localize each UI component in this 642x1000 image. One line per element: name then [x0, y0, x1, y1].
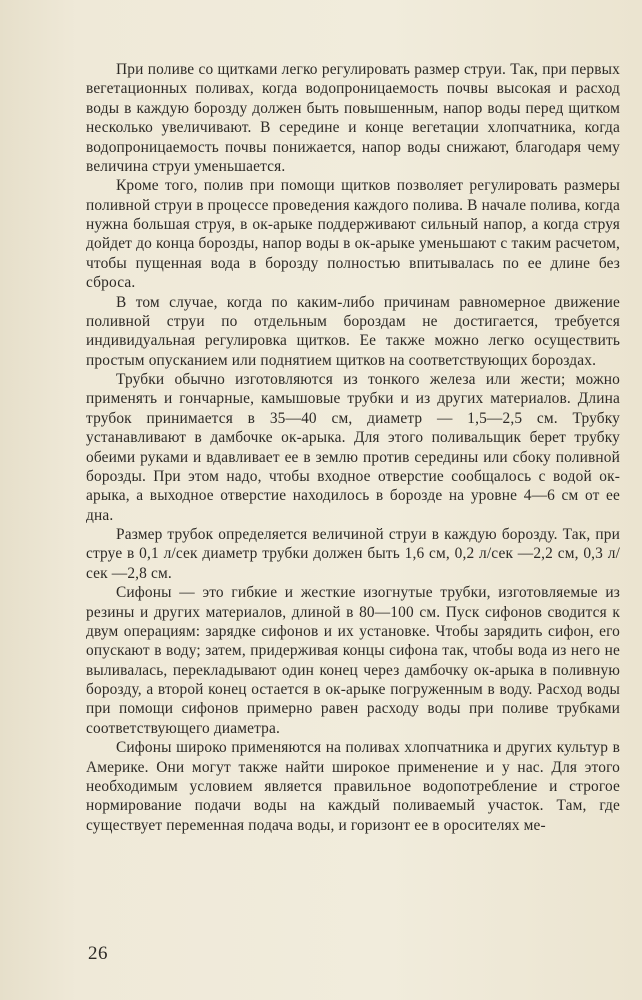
- page-number: 26: [88, 943, 108, 964]
- body-text: [86, 60, 620, 835]
- paragraph-individual-regulation: В том случае, когда по каким-либо причинам равномерное движение поливной струи по отдельным бороздам не достигается, требуется индивидуальная регулировка щитков. Ее также можно легко осуществить простым опусканием или поднятием щитков на соответствующих бороздах.: [86, 293, 620, 369]
- paragraph-tubes: Трубки обычно изготовляются из тонкого железа или жести; можно применять и гончарные, камышовые трубки и из других материалов. Длина трубок принимается в 35—40 см, диаметр — 1,5—2,5 см. Трубку устанавливают в дамбочке ок-арыка. Для этого поливальщик берет трубку обеими руками и вдавливает ее в землю против середины или сбоку поливной борозды. При этом надо, чтобы входное отверстие сообщалось с водой ок-арыка, а выходное отверстие находилось в борозде на уровне 4—6 см от ее дна.: [86, 371, 620, 524]
- paragraph-stream-adjustment: Кроме того, полив при помощи щитков позволяет регулировать размеры поливной струи в процессе проведения каждого полива. В начале полива, когда нужна большая струя, в ок-арыке поддерживают сильный напор, а когда струя дойдет до конца борозды, напор воды в ок-арыке уменьшают с таким расчетом, чтобы пущенная вода в борозду полностью впитывалась по ее длине без сброса.: [86, 177, 620, 292]
- paragraph-shield-regulation: При поливе со щитками легко регулировать размер струи. Так, при первых вегетационных поливах, когда водопроницаемость почвы высокая и расход воды в каждую борозду должен быть повышенным, напор воды перед щитком несколько увеличивают. В середине и конце вегетации хлопчатника, когда водопроницаемость почвы понижается, напор воды снижают, благодаря чему величина струи уменьшается.: [86, 61, 620, 175]
- paragraph-siphons-usage: Сифоны широко применяются на поливах хлопчатника и других культур в Америке. Они могут также найти широкое применение и у нас. Для этого необходимым условием является правильное водопотребление и строгое нормирование подачи воды на каждый поливаемый участок. Там, где существует переменная подача воды, и горизонт ее в оросителях ме-: [86, 739, 620, 834]
- paragraph-siphons: Сифоны — это гибкие и жесткие изогнутые трубки, изготовляемые из резины и других материалов, длиной в 80—100 см. Пуск сифонов сводится к двум операциям: зарядке сифонов и их установке. Чтобы зарядить сифон, его опускают в воду; затем, придерживая концы сифона так, чтобы вода из него не выливалась, перекладывают один конец через дамбочку ок-арыка в поливную борозду, а второй конец остается в ок-арыке погруженным в воду. Расход воды при помощи сифонов примерно равен расходу воды при поливе трубками соответствующего диаметра.: [86, 584, 620, 737]
- paragraph-tube-size: Размер трубок определяется величиной струи в каждую борозду. Так, при струе в 0,1 л/сек диаметр трубки должен быть 1,6 см, 0,2 л/сек —2,2 см, 0,3 л/сек —2,8 см.: [86, 526, 620, 582]
